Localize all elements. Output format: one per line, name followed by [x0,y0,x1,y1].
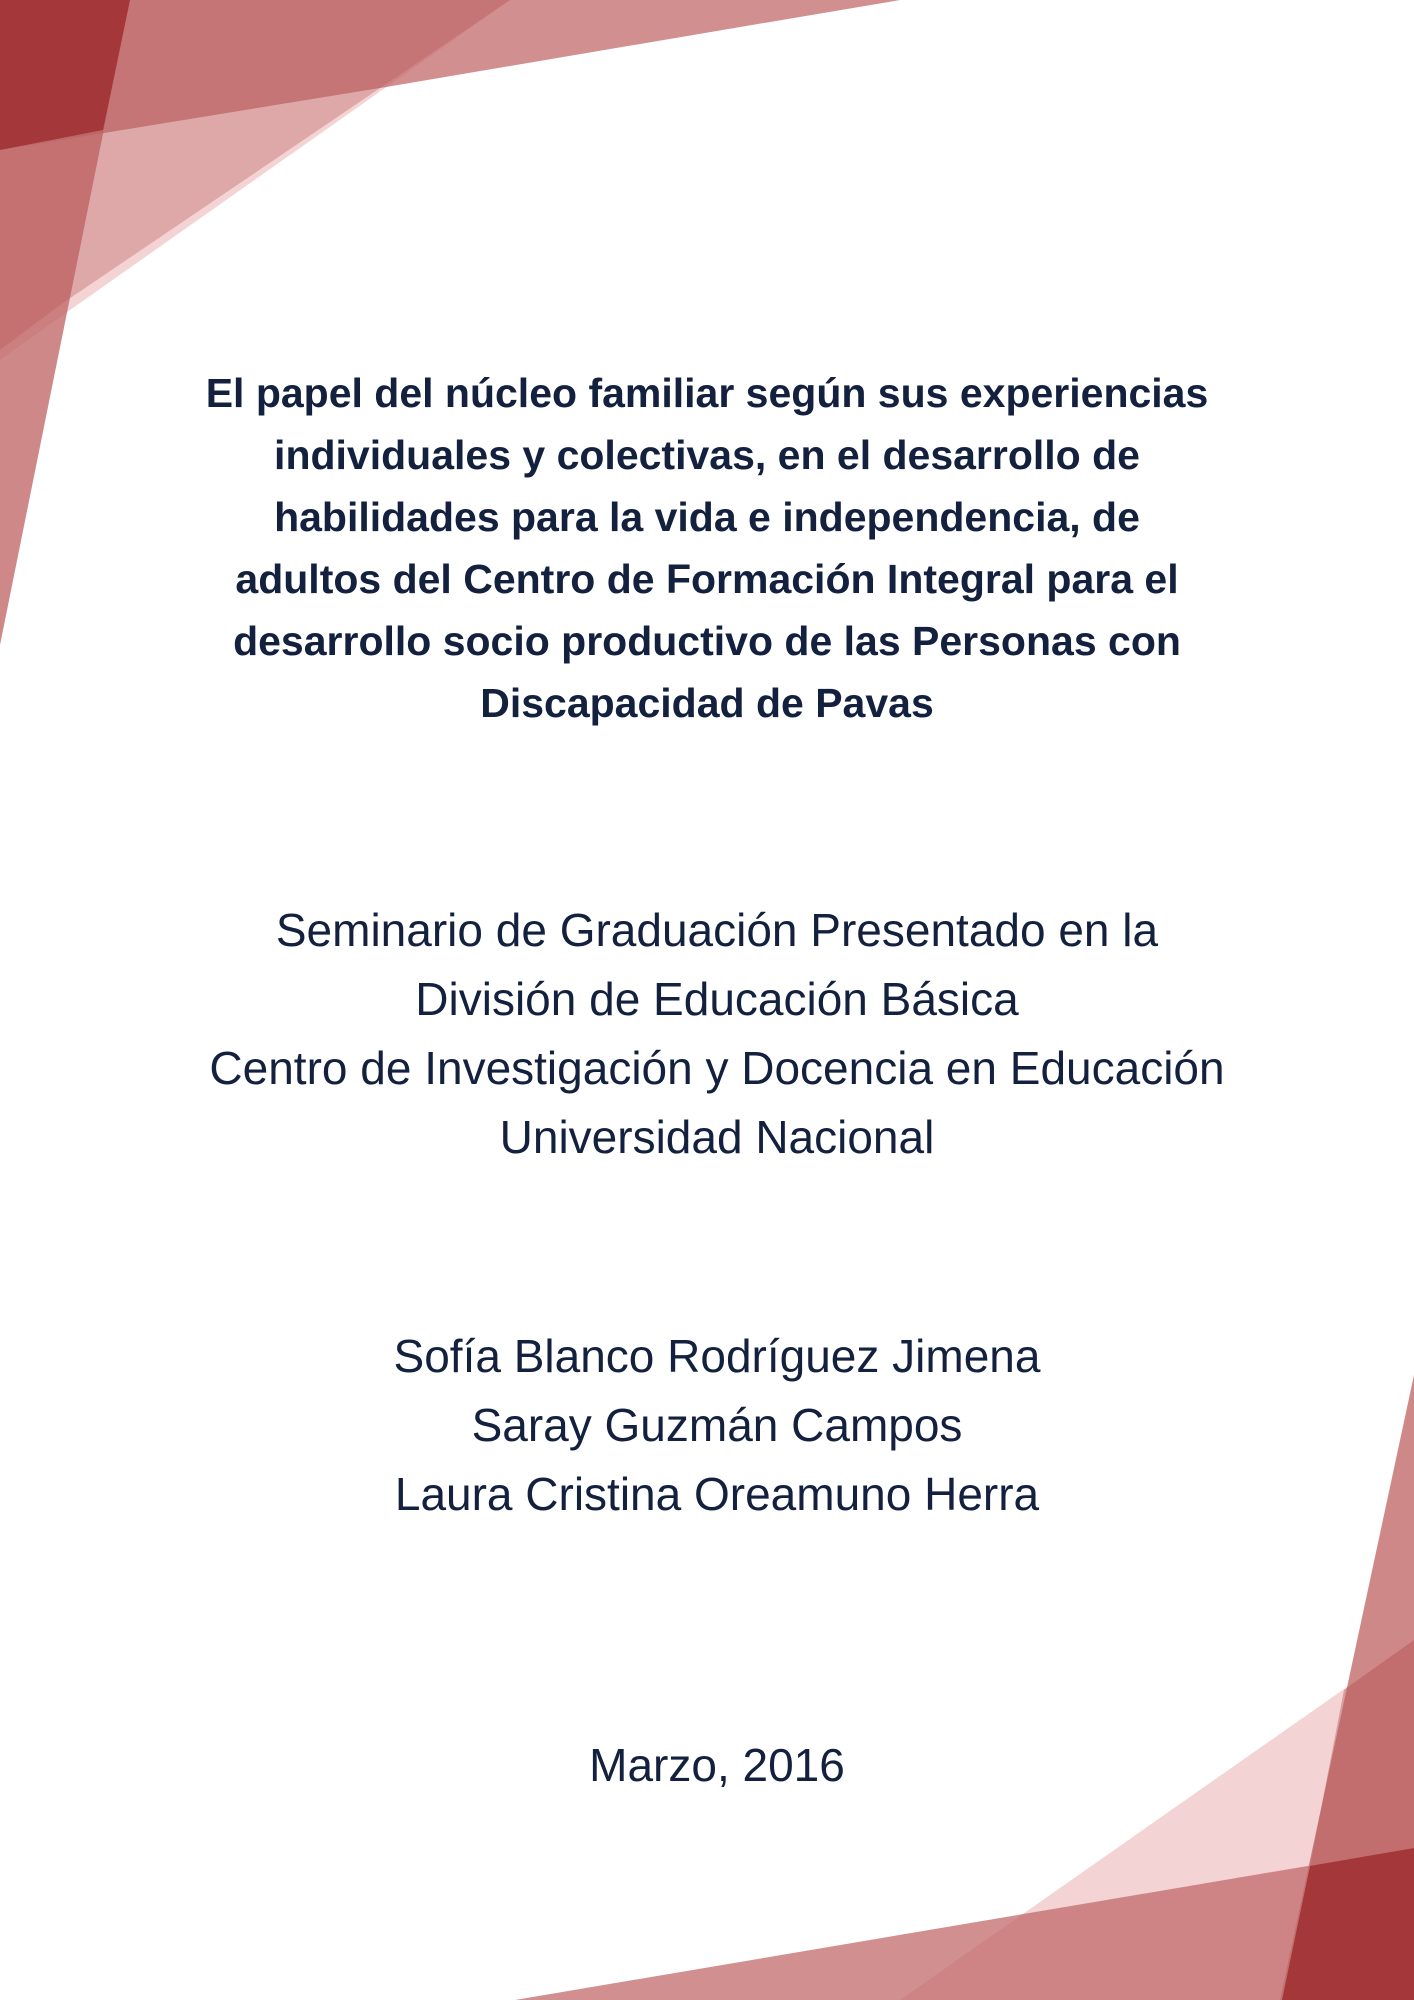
title-line: habilidades para la vida e independencia, de [274,494,1140,540]
author-name: Laura Cristina Oreamuno Herra [394,1468,1040,1520]
institution-line: División de Educación Básica [415,973,1019,1025]
date-text: Marzo, 2016 [589,1739,845,1791]
institution-line: Universidad Nacional [499,1111,935,1163]
document-date [130,1731,1304,1800]
author-name: Sofía Blanco Rodríguez Jimena [393,1330,1041,1382]
authors-block [130,1322,1304,1529]
institution-line: Seminario de Graduación Presentado en la [275,904,1159,956]
document-title [120,362,1294,734]
title-line: Discapacidad de Pavas [480,680,934,726]
institution-line: Centro de Investigación y Docencia en Educación [209,1042,1225,1094]
title-line: desarrollo socio productivo de las Personas con [233,618,1181,664]
institution-block [120,896,1314,1172]
bottom-right-mid-band [515,1848,1414,2000]
title-line: individuales y colectivas, en el desarrollo de [274,432,1140,478]
title-line: adultos del Centro de Formación Integral para el [235,556,1179,602]
title-line: El papel del núcleo familiar según sus experiencias [205,370,1209,416]
author-name: Saray Guzmán Campos [471,1399,963,1451]
